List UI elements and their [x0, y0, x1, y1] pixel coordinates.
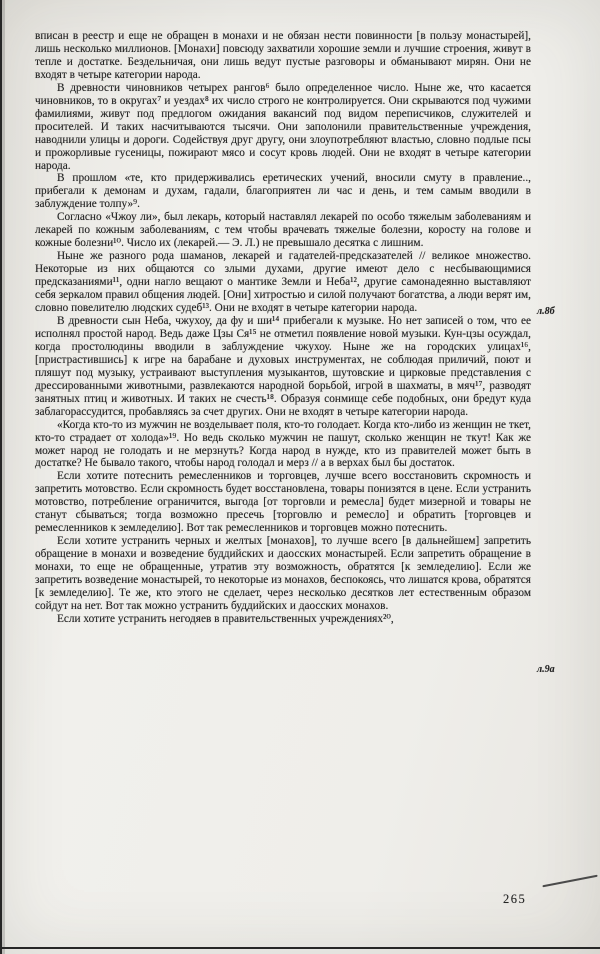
paragraph: Согласно «Чжоу ли», был лекарь, который наставлял лекарей по особо тяжелым заболеваниям и лекарей по кожным заболеваниям, с тем чтобы врачевать тяжелые болезни, коросту на голове и кожные болезни¹⁰. Число их (лекарей.— Э. Л.) не превышало десятка с лишним.	[35, 211, 531, 250]
paragraph: Если хотите устранить негодяев в правительственных учреждениях²⁰,	[57, 612, 394, 625]
page-number: 265	[503, 892, 527, 906]
scan-artifact-line	[542, 875, 597, 887]
paragraph: В древности сын Неба, чжухоу, да фу и ши¹⁴ прибегали к музыке. Но нет записей о том, что ее исполнял простой народ. Ведь даже Цзы Ся¹⁵ не отметил появление новой музыки. Кун-цзы осуждал, когда простолюдины вводили в заблуждение чжухоу. Ныне же на городских улицах¹⁶, [пристрастившись] к игре на барабане и духовых инструментах, не соблюдая приличий, поют и пляшут под музыку, устраивают выступления музыкантов, шутовские и цирковые представления с дрессированными животными, развлекаются народной борьбой, игрой в шахматы, в мяч¹⁷, разводят занятных птиц и животных. И таких не счесть¹⁸. Образуя сонмище себе подобных, они бредут куда заблагорассудится, пробавляясь за счет других. Они не входят в четыре категории народа.	[35, 314, 531, 418]
scan-edge-bottom	[0, 947, 600, 949]
paragraph: В древности чиновников четырех рангов⁶ было определенное число. Ныне же, что касается чиновников, то в округах⁷ и уездах⁸ их число строго не контролируется. Они скрываются под чужими фамилиями, живут под предлогом ожидания вакансий под видом переписчиков, служителей и просителей. И таких насчитываются тысячи. Они заполонили правительственные учреждения, наводнили улицы и дороги. Содействуя друг другу, они злоупотребляют властью, словно подлые псы и прожорливые гусеницы, пожирают мясо и сосут кровь людей. Они не входят в четыре категории народа.	[35, 81, 531, 172]
body-text	[35, 30, 531, 626]
paragraph: «Когда кто-то из мужчин не возделывает поля, кто-то голодает. Когда кто-либо из женщин не ткет, кто-то страдает от холода»¹⁹. Но ведь сколько мужчин не пашут, сколько женщин не ткут! Как же может народ не голодать и не мерзнуть? Когда народ в нужде, кто из правителей может быть в достатке? Не бывало такого, чтобы народ голодал и мерз // а в верхах был бы достаток.	[35, 418, 531, 470]
paragraph: вписан в реестр и еще не обращен в монахи и не обязан нести повинности [в пользу монастырей], лишь несколько миллионов. [Монахи] повсюду захватили хорошие земли и лучшие строения, живут в тепле и достатке. Бездельничая, они лишь ведут пустые разговоры и обманывают мирян. Они не входят в четыре категории народа.	[35, 30, 531, 81]
folio-note-9a: л.9а	[537, 664, 555, 675]
paragraph: В прошлом «те, кто придерживались еретических учений, вносили смуту в правление.., прибегали к демонам и духам, гадали, благоприятен ли час и день, и тем самым вводили в заблуждение толпу»⁹.	[35, 172, 531, 211]
paragraph: Если хотите потеснить ремесленников и торговцев, лучше всего восстановить скромность и запретить мотовство. Если скромность будет восстановлена, товары понизятся в цене. Если устранить мотовство, потребление ограничится, выгода [от торговли и ремесла] будет мизерной и товары не станут сбываться; тогда возможно пресечь [торговлю и ремесло] и обратить [торговцев и ремесленников к земледелию]. Вот так ремесленников и торговцев можно потеснить.	[35, 470, 531, 535]
scan-edge-left-shadow	[2, 0, 5, 954]
paragraph: Ныне же разного рода шаманов, лекарей и гадателей-предсказателей // великое множество. Некоторые из них общаются со злыми духами, другие имеют дело с несбывающимися предсказаниями¹¹, одни нагло вещают о мантике Земли и Неба¹², другие самонадеянно выставляют себя зеркалом правил общения людей. [Они] хитростью и силой получают богатства, а люди верят им, словно повелителю людских судеб¹³. Они не входят в четыре категории народа.	[35, 250, 531, 315]
folio-note-8b: л.8б	[537, 306, 555, 317]
paragraph: Если хотите устранить черных и желтых [монахов], то лучше всего [в дальнейшем] запретить обращение в монахи и возведение буддийских и даосских монастырей. Если запретить обращение в монахи, то еще не обращенные, утратив эту возможность, обратятся [к земледелию]. Если же запретить возведение монастырей, то некоторые из монахов, беспокоясь, что лишатся крова, обратятся [к земледелию]. Те же, кто этого не сделает, через несколько десятков лет естественным образом сойдут на нет. Вот так можно устранить буддийских и даосских монахов.	[35, 535, 531, 612]
